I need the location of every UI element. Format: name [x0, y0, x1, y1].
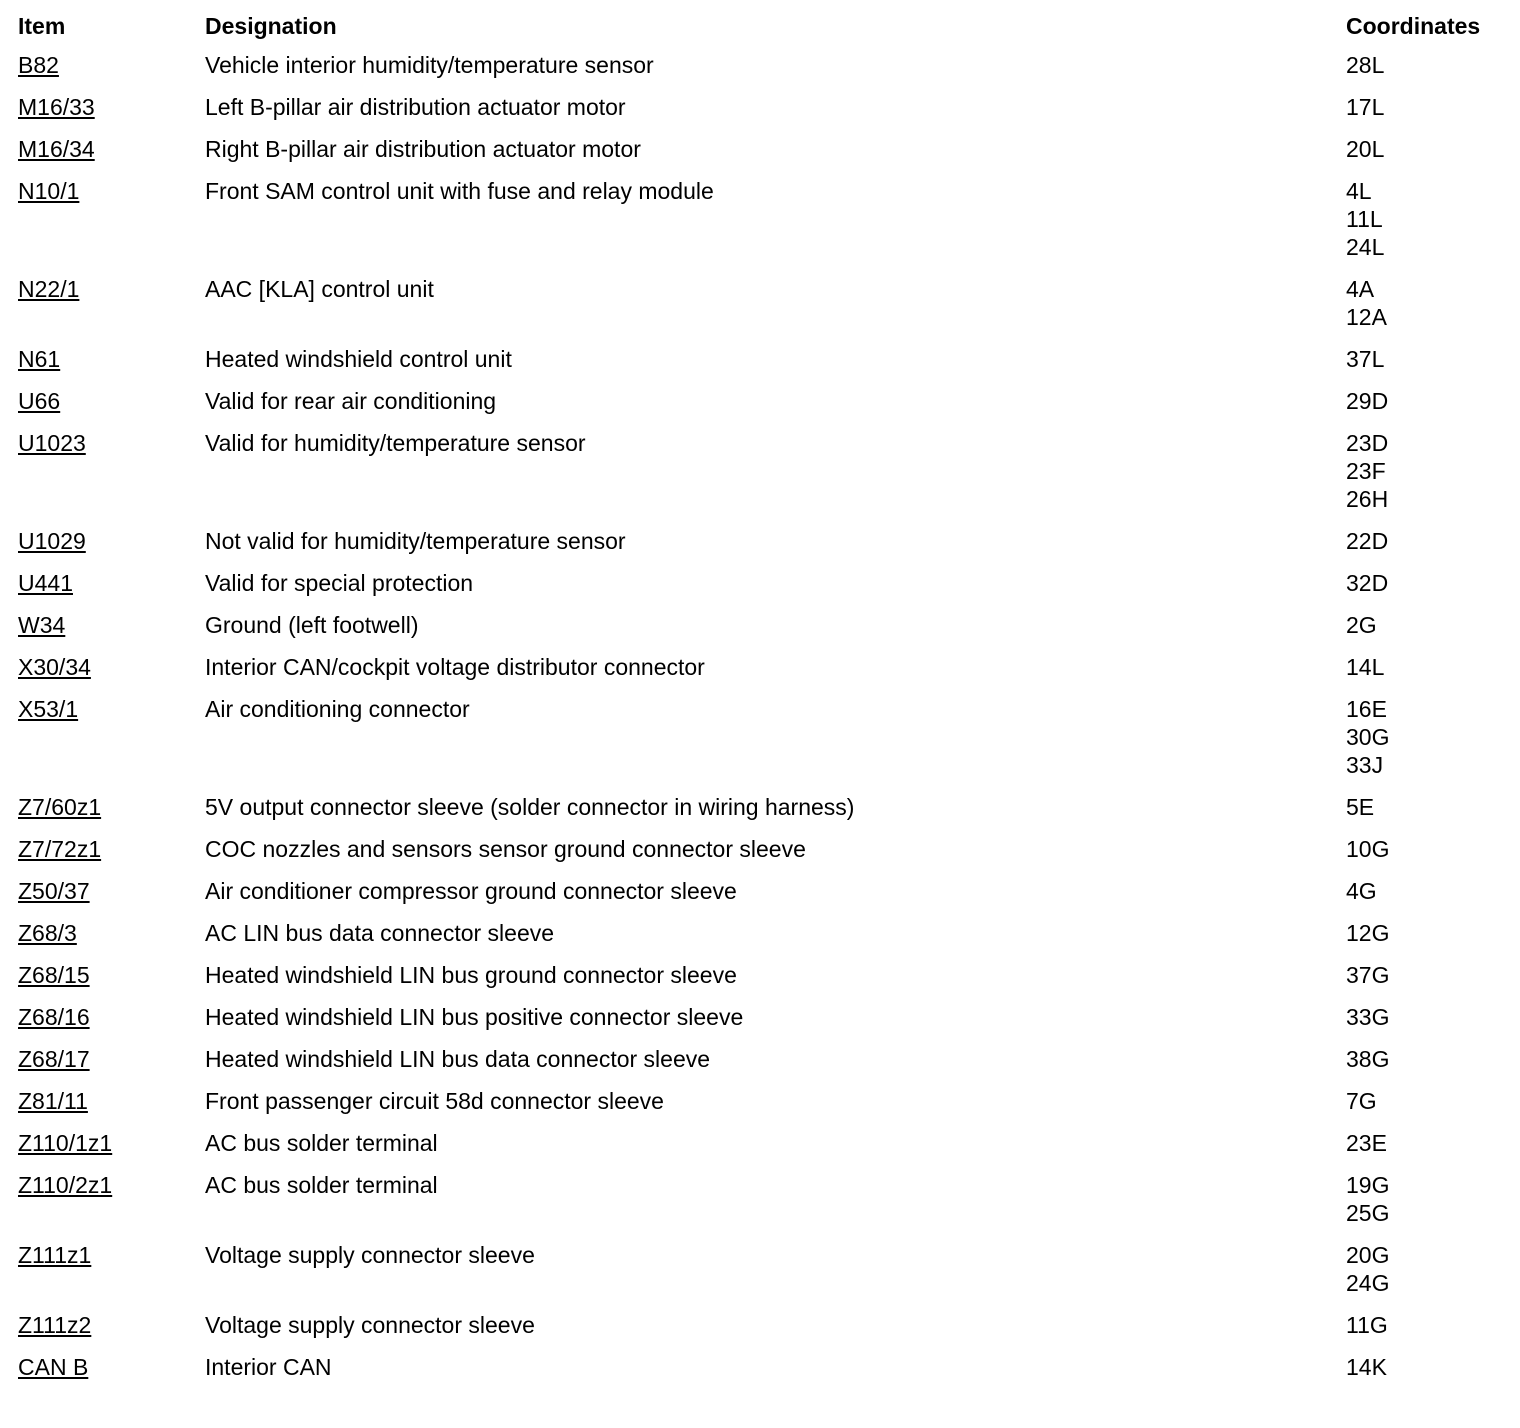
item-link[interactable]: N61: [18, 346, 61, 372]
coordinate-value: 10G: [1346, 836, 1390, 862]
coordinate-value: 25G: [1346, 1200, 1390, 1226]
item-link[interactable]: Z68/17: [18, 1046, 90, 1072]
table-row: [18, 1233, 1513, 1303]
coordinate-value: 16E: [1346, 696, 1387, 722]
table-row: [18, 1303, 1513, 1345]
coordinate-value: 23D: [1346, 430, 1389, 456]
item-link[interactable]: Z7/60z1: [18, 794, 102, 820]
coordinates-cell: [1346, 1129, 1513, 1157]
designation-cell: Heated windshield LIN bus ground connector sleeve: [205, 962, 737, 988]
coordinate-value: 4A: [1346, 276, 1375, 302]
item-cell: [18, 653, 205, 681]
table-row: [18, 1079, 1513, 1121]
coordinate-value: 23F: [1346, 458, 1386, 484]
coordinates-cell: [1346, 275, 1513, 331]
coordinates-cell: [1346, 793, 1513, 821]
coordinate-value: 33J: [1346, 752, 1384, 778]
item-link[interactable]: Z81/11: [18, 1088, 88, 1114]
item-link[interactable]: U66: [18, 388, 61, 414]
coordinate-value: 20G: [1346, 1242, 1390, 1268]
designation-cell: AAC [KLA] control unit: [205, 276, 434, 302]
item-link[interactable]: Z111z1: [18, 1242, 92, 1268]
item-cell: [18, 961, 205, 989]
designation-cell: Front SAM control unit with fuse and relay module: [205, 178, 714, 204]
table-row: [18, 603, 1513, 645]
coordinates-cell: [1346, 93, 1513, 121]
table-row: [18, 421, 1513, 519]
coordinates-cell: [1346, 653, 1513, 681]
coordinates-cell: [1346, 569, 1513, 597]
header-designation: Designation: [205, 13, 337, 39]
designation-cell: Air conditioner compressor ground connector sleeve: [205, 878, 737, 904]
item-cell: [18, 429, 205, 457]
table-row: [18, 85, 1513, 127]
coordinate-value: 14K: [1346, 1354, 1387, 1380]
coordinates-cell: [1346, 1241, 1513, 1297]
designation-cell: Heated windshield LIN bus positive connector sleeve: [205, 1004, 744, 1030]
table-row: [18, 1163, 1513, 1233]
item-link[interactable]: M16/34: [18, 136, 95, 162]
coordinate-value: 4G: [1346, 878, 1377, 904]
designation-cell: AC bus solder terminal: [205, 1172, 438, 1198]
item-cell: [18, 345, 205, 373]
coordinate-value: 22D: [1346, 528, 1389, 554]
coordinate-value: 23E: [1346, 1130, 1387, 1156]
designation-cell: Air conditioning connector: [205, 696, 470, 722]
coordinates-cell: [1346, 1003, 1513, 1031]
table-row: [18, 127, 1513, 169]
item-cell: [18, 1129, 205, 1157]
designation-cell: Valid for special protection: [205, 570, 474, 596]
item-cell: [18, 1003, 205, 1031]
item-link[interactable]: Z68/16: [18, 1004, 90, 1030]
item-link[interactable]: U441: [18, 570, 73, 596]
designation-cell: Heated windshield control unit: [205, 346, 512, 372]
coordinate-value: 30G: [1346, 724, 1390, 750]
item-cell: [18, 611, 205, 639]
coordinates-cell: [1346, 835, 1513, 863]
table-row: [18, 43, 1513, 85]
coordinate-value: 11G: [1346, 1312, 1388, 1338]
item-link[interactable]: N22/1: [18, 276, 80, 302]
coordinate-value: 19G: [1346, 1172, 1390, 1198]
coordinates-cell: [1346, 135, 1513, 163]
table-row: [18, 379, 1513, 421]
designation-cell: Valid for rear air conditioning: [205, 388, 497, 414]
coordinate-value: 14L: [1346, 654, 1385, 680]
table-row: [18, 1121, 1513, 1163]
coordinates-cell: [1346, 387, 1513, 415]
coordinate-value: 26H: [1346, 486, 1389, 512]
item-cell: [18, 1171, 205, 1199]
coordinate-value: 24L: [1346, 234, 1385, 260]
item-link[interactable]: X53/1: [18, 696, 79, 722]
coordinate-value: 7G: [1346, 1088, 1377, 1114]
table-row: [18, 869, 1513, 911]
coordinate-value: 37G: [1346, 962, 1390, 988]
table-row: [18, 687, 1513, 785]
item-link[interactable]: Z50/37: [18, 878, 90, 904]
coordinates-cell: [1346, 919, 1513, 947]
item-link[interactable]: U1029: [18, 528, 86, 554]
item-cell: [18, 387, 205, 415]
designation-cell: Valid for humidity/temperature sensor: [205, 430, 586, 456]
item-cell: [18, 275, 205, 303]
designation-cell: COC nozzles and sensors sensor ground connector sleeve: [205, 836, 806, 862]
item-cell: [18, 135, 205, 163]
table-row: [18, 911, 1513, 953]
item-link[interactable]: CAN B: [18, 1354, 89, 1380]
table-row: [18, 1345, 1513, 1387]
header-item: Item: [18, 13, 66, 39]
table-row: [18, 995, 1513, 1037]
item-cell: [18, 1353, 205, 1381]
designation-cell: Heated windshield LIN bus data connector sleeve: [205, 1046, 711, 1072]
table-body: [18, 43, 1513, 1387]
coordinate-value: 4L: [1346, 178, 1372, 204]
designation-cell: Vehicle interior humidity/temperature sensor: [205, 52, 654, 78]
coordinate-value: 29D: [1346, 388, 1389, 414]
coordinate-value: 2G: [1346, 612, 1377, 638]
item-cell: [18, 527, 205, 555]
coordinates-cell: [1346, 1045, 1513, 1073]
coordinate-value: 11L: [1346, 206, 1383, 232]
item-cell: [18, 177, 205, 205]
designation-cell: Left B-pillar air distribution actuator motor: [205, 94, 626, 120]
designation-cell: Interior CAN: [205, 1354, 332, 1380]
coordinates-cell: [1346, 1311, 1513, 1339]
coordinate-value: 12G: [1346, 920, 1390, 946]
item-link[interactable]: B82: [18, 52, 59, 78]
item-cell: [18, 919, 205, 947]
coordinate-value: 28L: [1346, 52, 1385, 78]
header-coordinates: Coordinates: [1346, 13, 1481, 39]
coordinate-value: 37L: [1346, 346, 1385, 372]
item-link[interactable]: N10/1: [18, 178, 80, 204]
item-cell: [18, 1087, 205, 1115]
coordinates-cell: [1346, 695, 1513, 779]
table-row: [18, 561, 1513, 603]
item-cell: [18, 51, 205, 79]
designation-cell: Voltage supply connector sleeve: [205, 1242, 535, 1268]
item-cell: [18, 877, 205, 905]
table-row: [18, 785, 1513, 827]
item-cell: [18, 1045, 205, 1073]
coordinate-value: 12A: [1346, 304, 1387, 330]
item-cell: [18, 695, 205, 723]
item-cell: [18, 1241, 205, 1269]
table-row: [18, 337, 1513, 379]
table-row: [18, 645, 1513, 687]
header-row: [18, 10, 1513, 43]
designation-cell: Front passenger circuit 58d connector sleeve: [205, 1088, 664, 1114]
table-row: [18, 169, 1513, 267]
table-row: [18, 267, 1513, 337]
coordinates-cell: [1346, 345, 1513, 373]
designation-cell: Ground (left footwell): [205, 612, 419, 638]
item-cell: [18, 569, 205, 597]
item-cell: [18, 93, 205, 121]
coordinates-cell: [1346, 1171, 1513, 1227]
item-link[interactable]: W34: [18, 612, 66, 638]
table-row: [18, 1037, 1513, 1079]
designation-cell: 5V output connector sleeve (solder connector in wiring harness): [205, 794, 855, 820]
item-link[interactable]: Z68/15: [18, 962, 90, 988]
item-link[interactable]: Z68/3: [18, 920, 77, 946]
item-cell: [18, 793, 205, 821]
coordinate-value: 5E: [1346, 794, 1375, 820]
coordinates-cell: [1346, 1087, 1513, 1115]
item-link[interactable]: U1023: [18, 430, 86, 456]
coordinate-value: 32D: [1346, 570, 1389, 596]
item-link[interactable]: Z111z2: [18, 1312, 92, 1338]
designation-cell: Not valid for humidity/temperature sensor: [205, 528, 626, 554]
item-link[interactable]: M16/33: [18, 94, 95, 120]
coordinates-cell: [1346, 961, 1513, 989]
designation-cell: Voltage supply connector sleeve: [205, 1312, 535, 1338]
item-link[interactable]: Z110/2z1: [18, 1172, 113, 1198]
item-link[interactable]: Z110/1z1: [18, 1130, 113, 1156]
coordinates-cell: [1346, 1353, 1513, 1381]
coordinates-cell: [1346, 51, 1513, 79]
coordinate-value: 20L: [1346, 136, 1385, 162]
coordinate-value: 38G: [1346, 1046, 1390, 1072]
coordinates-cell: [1346, 429, 1513, 513]
item-link[interactable]: Z7/72z1: [18, 836, 102, 862]
table-row: [18, 827, 1513, 869]
table-row: [18, 519, 1513, 561]
coordinate-value: 17L: [1346, 94, 1385, 120]
item-cell: [18, 835, 205, 863]
coordinates-cell: [1346, 527, 1513, 555]
item-link[interactable]: X30/34: [18, 654, 91, 680]
coordinates-cell: [1346, 177, 1513, 261]
coordinate-value: 33G: [1346, 1004, 1390, 1030]
designation-cell: Interior CAN/cockpit voltage distributor connector: [205, 654, 705, 680]
designation-cell: Right B-pillar air distribution actuator motor: [205, 136, 641, 162]
coordinates-cell: [1346, 611, 1513, 639]
coordinate-value: 24G: [1346, 1270, 1390, 1296]
designation-cell: AC bus solder terminal: [205, 1130, 438, 1156]
table-row: [18, 953, 1513, 995]
legend-table: [18, 10, 1513, 1387]
item-cell: [18, 1311, 205, 1339]
coordinates-cell: [1346, 877, 1513, 905]
designation-cell: AC LIN bus data connector sleeve: [205, 920, 555, 946]
